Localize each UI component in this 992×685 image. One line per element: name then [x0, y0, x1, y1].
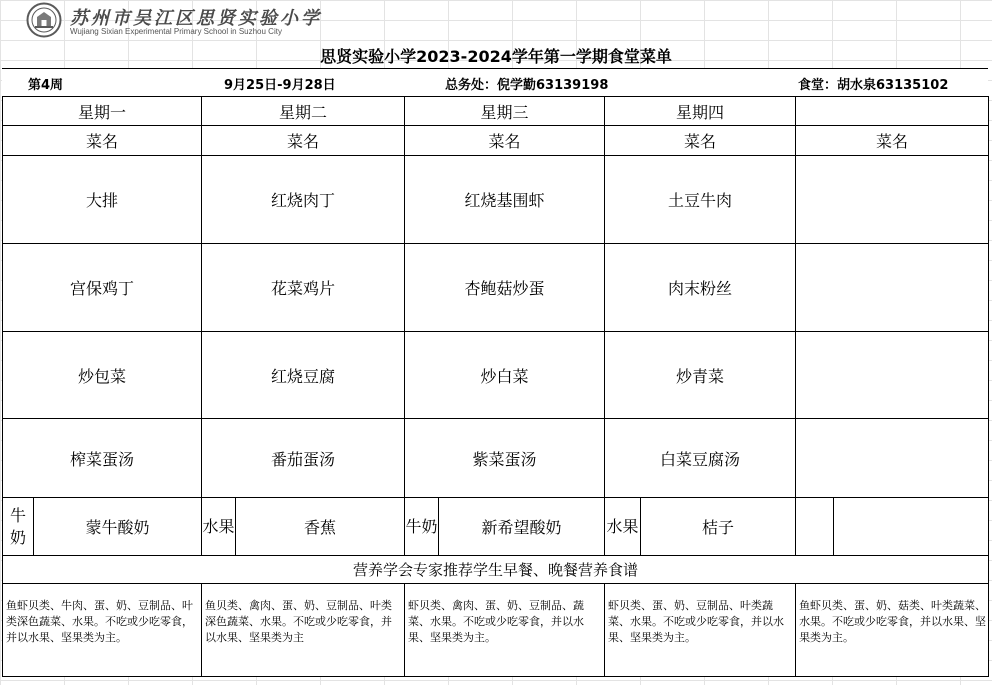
extras-row: [3, 498, 989, 556]
dish-cell: 花菜鸡片: [202, 244, 405, 332]
week-label: 第4周: [28, 78, 64, 93]
menu-table: [2, 96, 989, 677]
dish-cell: [796, 419, 989, 498]
nutrition-header: 营养学会专家推荐学生早餐、晚餐营养食谱: [3, 556, 989, 584]
dish-header: 菜名: [3, 126, 202, 156]
school-name-en: Wujiang Sixian Experimental Primary School in Suzhou City: [70, 27, 282, 36]
dish-cell: 红烧基围虾: [405, 156, 605, 244]
dish-cell: [796, 244, 989, 332]
extra-item: [834, 498, 989, 556]
dish-cell: 紫菜蛋汤: [405, 419, 605, 498]
day-header: 星期四: [605, 97, 796, 126]
dish-cell: 肉末粉丝: [605, 244, 796, 332]
extra-item: 桔子: [641, 498, 796, 556]
dish-cell: 红烧豆腐: [202, 332, 405, 419]
extra-item: 香蕉: [236, 498, 405, 556]
school-seal-icon: [26, 2, 62, 38]
day-header: 星期二: [202, 97, 405, 126]
extra-label: 水果: [202, 498, 236, 556]
dish-row: [3, 332, 989, 419]
day-header: 星期三: [405, 97, 605, 126]
days-row: [3, 97, 989, 126]
extra-item: 新希望酸奶: [439, 498, 605, 556]
dish-cell: [796, 332, 989, 419]
nutrition-cell: 鱼虾贝类、蛋、奶、菇类、叶类蔬菜、水果。不吃或少吃零食，并以水果、坚果类为主。: [796, 584, 989, 677]
nutrition-row: [3, 584, 989, 677]
affairs-contact: 总务处：倪学勤63139198: [445, 78, 609, 93]
dish-row: [3, 244, 989, 332]
dish-cell: 番茄蛋汤: [202, 419, 405, 498]
extra-label: 牛奶: [3, 498, 34, 556]
dish-cell: 白菜豆腐汤: [605, 419, 796, 498]
dish-header: 菜名: [605, 126, 796, 156]
extra-item: 蒙牛酸奶: [34, 498, 202, 556]
school-name-cn: 苏州市吴江区思贤实验小学: [70, 8, 322, 29]
day-header: 星期一: [3, 97, 202, 126]
school-logo: [26, 2, 326, 40]
dish-header: 菜名: [202, 126, 405, 156]
dish-header: 菜名: [796, 126, 989, 156]
extra-label: 水果: [605, 498, 641, 556]
extra-label: 牛奶: [405, 498, 439, 556]
dish-header: 菜名: [405, 126, 605, 156]
dish-cell: [796, 156, 989, 244]
nutrition-header-row: [3, 556, 989, 584]
dish-header-row: [3, 126, 989, 156]
dish-cell: 红烧肉丁: [202, 156, 405, 244]
date-range: 9月25日-9月28日: [224, 78, 336, 93]
dish-row: [3, 156, 989, 244]
extra-label: [796, 498, 834, 556]
dish-cell: 榨菜蛋汤: [3, 419, 202, 498]
nutrition-cell: 鱼贝类、禽肉、蛋、奶、豆制品、叶类深色蔬菜、水果。不吃或少吃零食，并以水果、坚果类为主: [202, 584, 405, 677]
canteen-contact: 食堂：胡水泉63135102: [798, 78, 949, 93]
dish-cell: 炒包菜: [3, 332, 202, 419]
day-header: [796, 97, 989, 126]
dish-cell: 杏鲍菇炒蛋: [405, 244, 605, 332]
dish-cell: 大排: [3, 156, 202, 244]
nutrition-cell: 鱼虾贝类、牛肉、蛋、奶、豆制品、叶类深色蔬菜、水果。不吃或少吃零食，并以水果、坚果类为主。: [3, 584, 202, 677]
dish-cell: 宫保鸡丁: [3, 244, 202, 332]
dish-row: [3, 419, 989, 498]
page-title: 思贤实验小学2023-2024学年第一学期食堂菜单: [320, 47, 672, 66]
dish-cell: 土豆牛肉: [605, 156, 796, 244]
nutrition-cell: 虾贝类、禽肉、蛋、奶、豆制品、蔬菜、水果。不吃或少吃零食，并以水果、坚果类为主。: [405, 584, 605, 677]
nutrition-cell: 虾贝类、蛋、奶、豆制品、叶类蔬菜、水果。不吃或少吃零食，并以水果、坚果类为主。: [605, 584, 796, 677]
dish-cell: 炒青菜: [605, 332, 796, 419]
info-bar: [2, 68, 988, 97]
dish-cell: 炒白菜: [405, 332, 605, 419]
